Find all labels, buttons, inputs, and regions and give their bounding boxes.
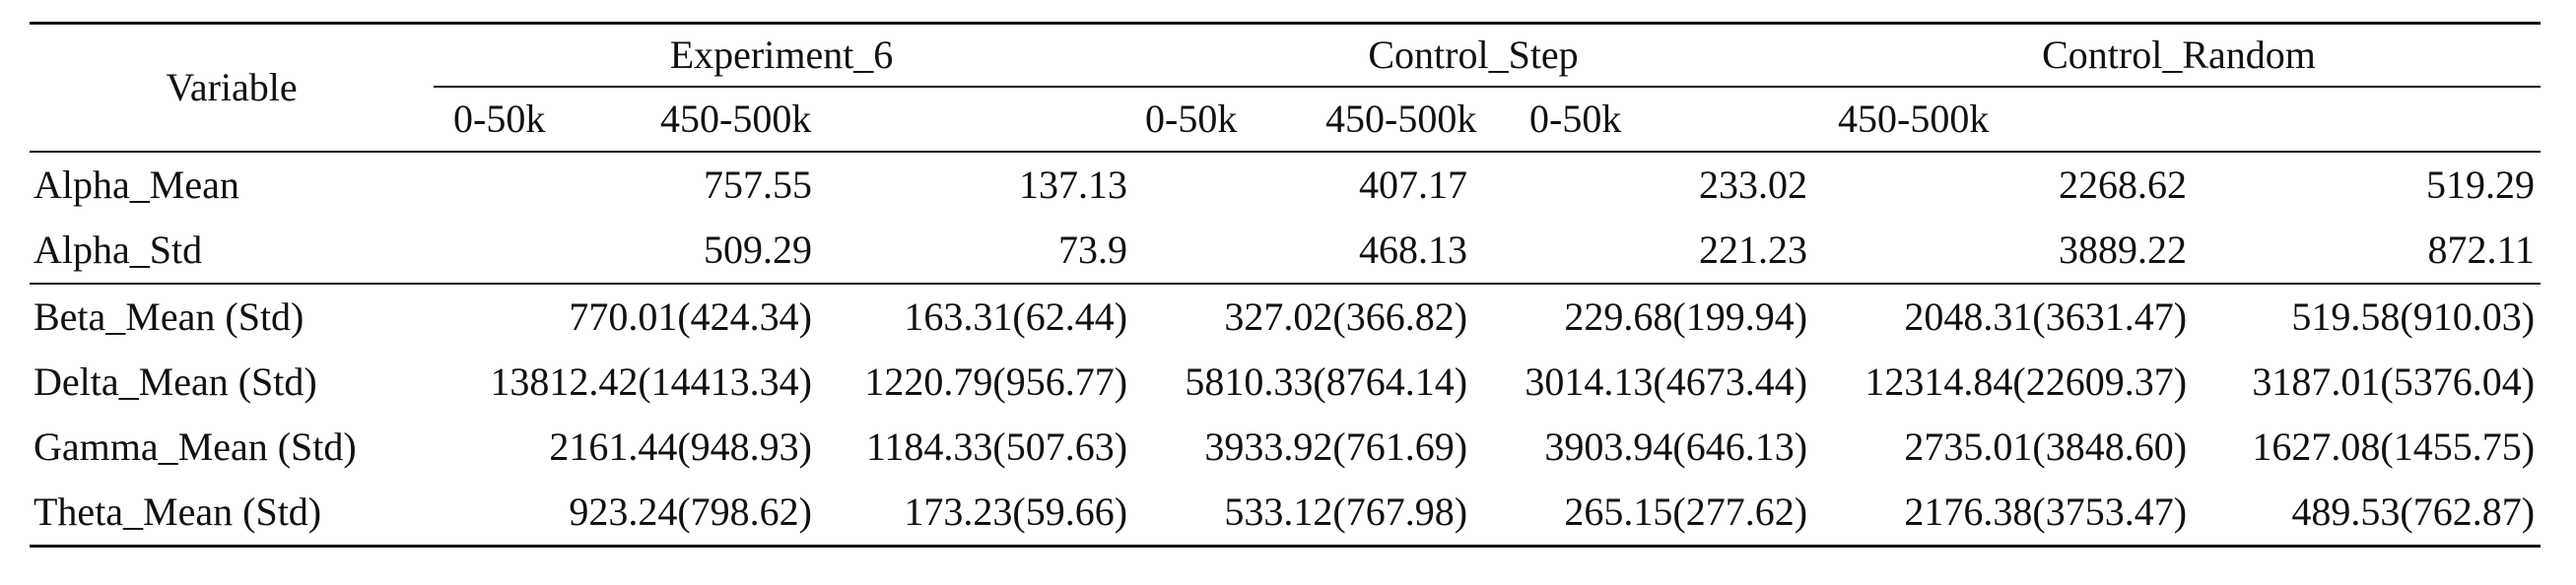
group-header-control-step: Control_Step	[1133, 24, 1813, 88]
table-row	[30, 415, 2541, 480]
variable-column-header: Variable	[30, 24, 434, 153]
table-cell: 519.58(910.03)	[2193, 284, 2541, 350]
period-header-experiment-6-early: 0-50k	[434, 87, 818, 152]
table-cell: 163.31(62.44)	[818, 284, 1133, 350]
table-cell: 265.15(277.62)	[1473, 480, 1813, 547]
table-cell: 872.11	[2427, 228, 2536, 272]
table-cell: 1220.79(956.77)	[864, 359, 1128, 404]
table-cell: 1627.08(1455.75)	[2252, 424, 2536, 469]
table-cell: 757.55	[704, 162, 812, 207]
table-cell: 3187.01(5376.04)	[2252, 359, 2536, 404]
table-cell: 770.01(424.34)	[434, 284, 818, 350]
table-cell: 2161.44(948.93)	[549, 424, 812, 469]
table-cell: 12314.84(22609.37)	[1864, 359, 2188, 404]
table-cell: 468.13	[1359, 228, 1468, 272]
row-variable-label: Gamma_Mean (Std)	[34, 424, 357, 469]
period-header-experiment-6-late: 450-500k	[660, 87, 976, 152]
row-variable-label: Alpha_Std	[34, 228, 203, 272]
table-cell: 5810.33(8764.14)	[1185, 359, 1468, 404]
table-body	[30, 152, 2541, 547]
results-table	[30, 22, 2541, 548]
table-cell: 923.24(798.62)	[434, 480, 818, 547]
table-row	[30, 218, 2541, 284]
table-cell: 519.29	[2426, 162, 2536, 207]
group-header-experiment-6: Experiment_6	[434, 24, 1133, 88]
row-variable-label: Theta_Mean (Std)	[30, 480, 434, 547]
table-cell: 489.53(762.87)	[2193, 480, 2541, 547]
row-variable-label: Alpha_Mean	[34, 162, 239, 207]
table-row	[30, 480, 2541, 547]
table-header	[30, 24, 2541, 153]
table-cell: 73.9	[1058, 228, 1128, 272]
table-cell: 137.13	[1019, 162, 1128, 207]
table-cell: 533.12(767.98)	[1133, 480, 1473, 547]
table-cell: 233.02	[1699, 162, 1808, 207]
period-header-control-step-early: 0-50k	[1133, 87, 1473, 152]
table-cell: 2735.01(3848.60)	[1904, 424, 2188, 469]
table-cell: 327.02(366.82)	[1133, 284, 1473, 350]
period-header-control-random-late: 450-500k	[1838, 87, 2186, 152]
table-cell: 3889.22	[2059, 228, 2188, 272]
row-variable-label: Delta_Mean (Std)	[34, 359, 317, 404]
table-cell: 173.23(59.66)	[818, 480, 1133, 547]
table-cell: 407.17	[1359, 162, 1468, 207]
period-header-control-step-late: 450-500k	[1325, 87, 1665, 152]
table-cell: 2176.38(3753.47)	[1813, 480, 2193, 547]
table-cell: 229.68(199.94)	[1473, 284, 1813, 350]
table-cell: 1184.33(507.63)	[865, 424, 1128, 469]
table-cell: 3903.94(646.13)	[1544, 424, 1808, 469]
group-header-control-random: Control_Random	[1813, 24, 2541, 88]
table-row	[30, 152, 2541, 218]
table-row	[30, 284, 2541, 350]
table-row	[30, 350, 2541, 415]
period-header-control-random-early: 0-50k	[1518, 87, 1897, 152]
table-cell: 509.29	[704, 228, 812, 272]
row-variable-label: Beta_Mean (Std)	[30, 284, 434, 350]
table-cell: 2268.62	[2059, 162, 2188, 207]
table-cell: 3014.13(4673.44)	[1525, 359, 1808, 404]
table-cell: 13812.42(14413.34)	[490, 359, 812, 404]
table-cell: 3933.92(761.69)	[1204, 424, 1468, 469]
table-cell: 2048.31(3631.47)	[1813, 284, 2193, 350]
table-cell: 221.23	[1699, 228, 1808, 272]
group-header-row	[30, 24, 2541, 88]
